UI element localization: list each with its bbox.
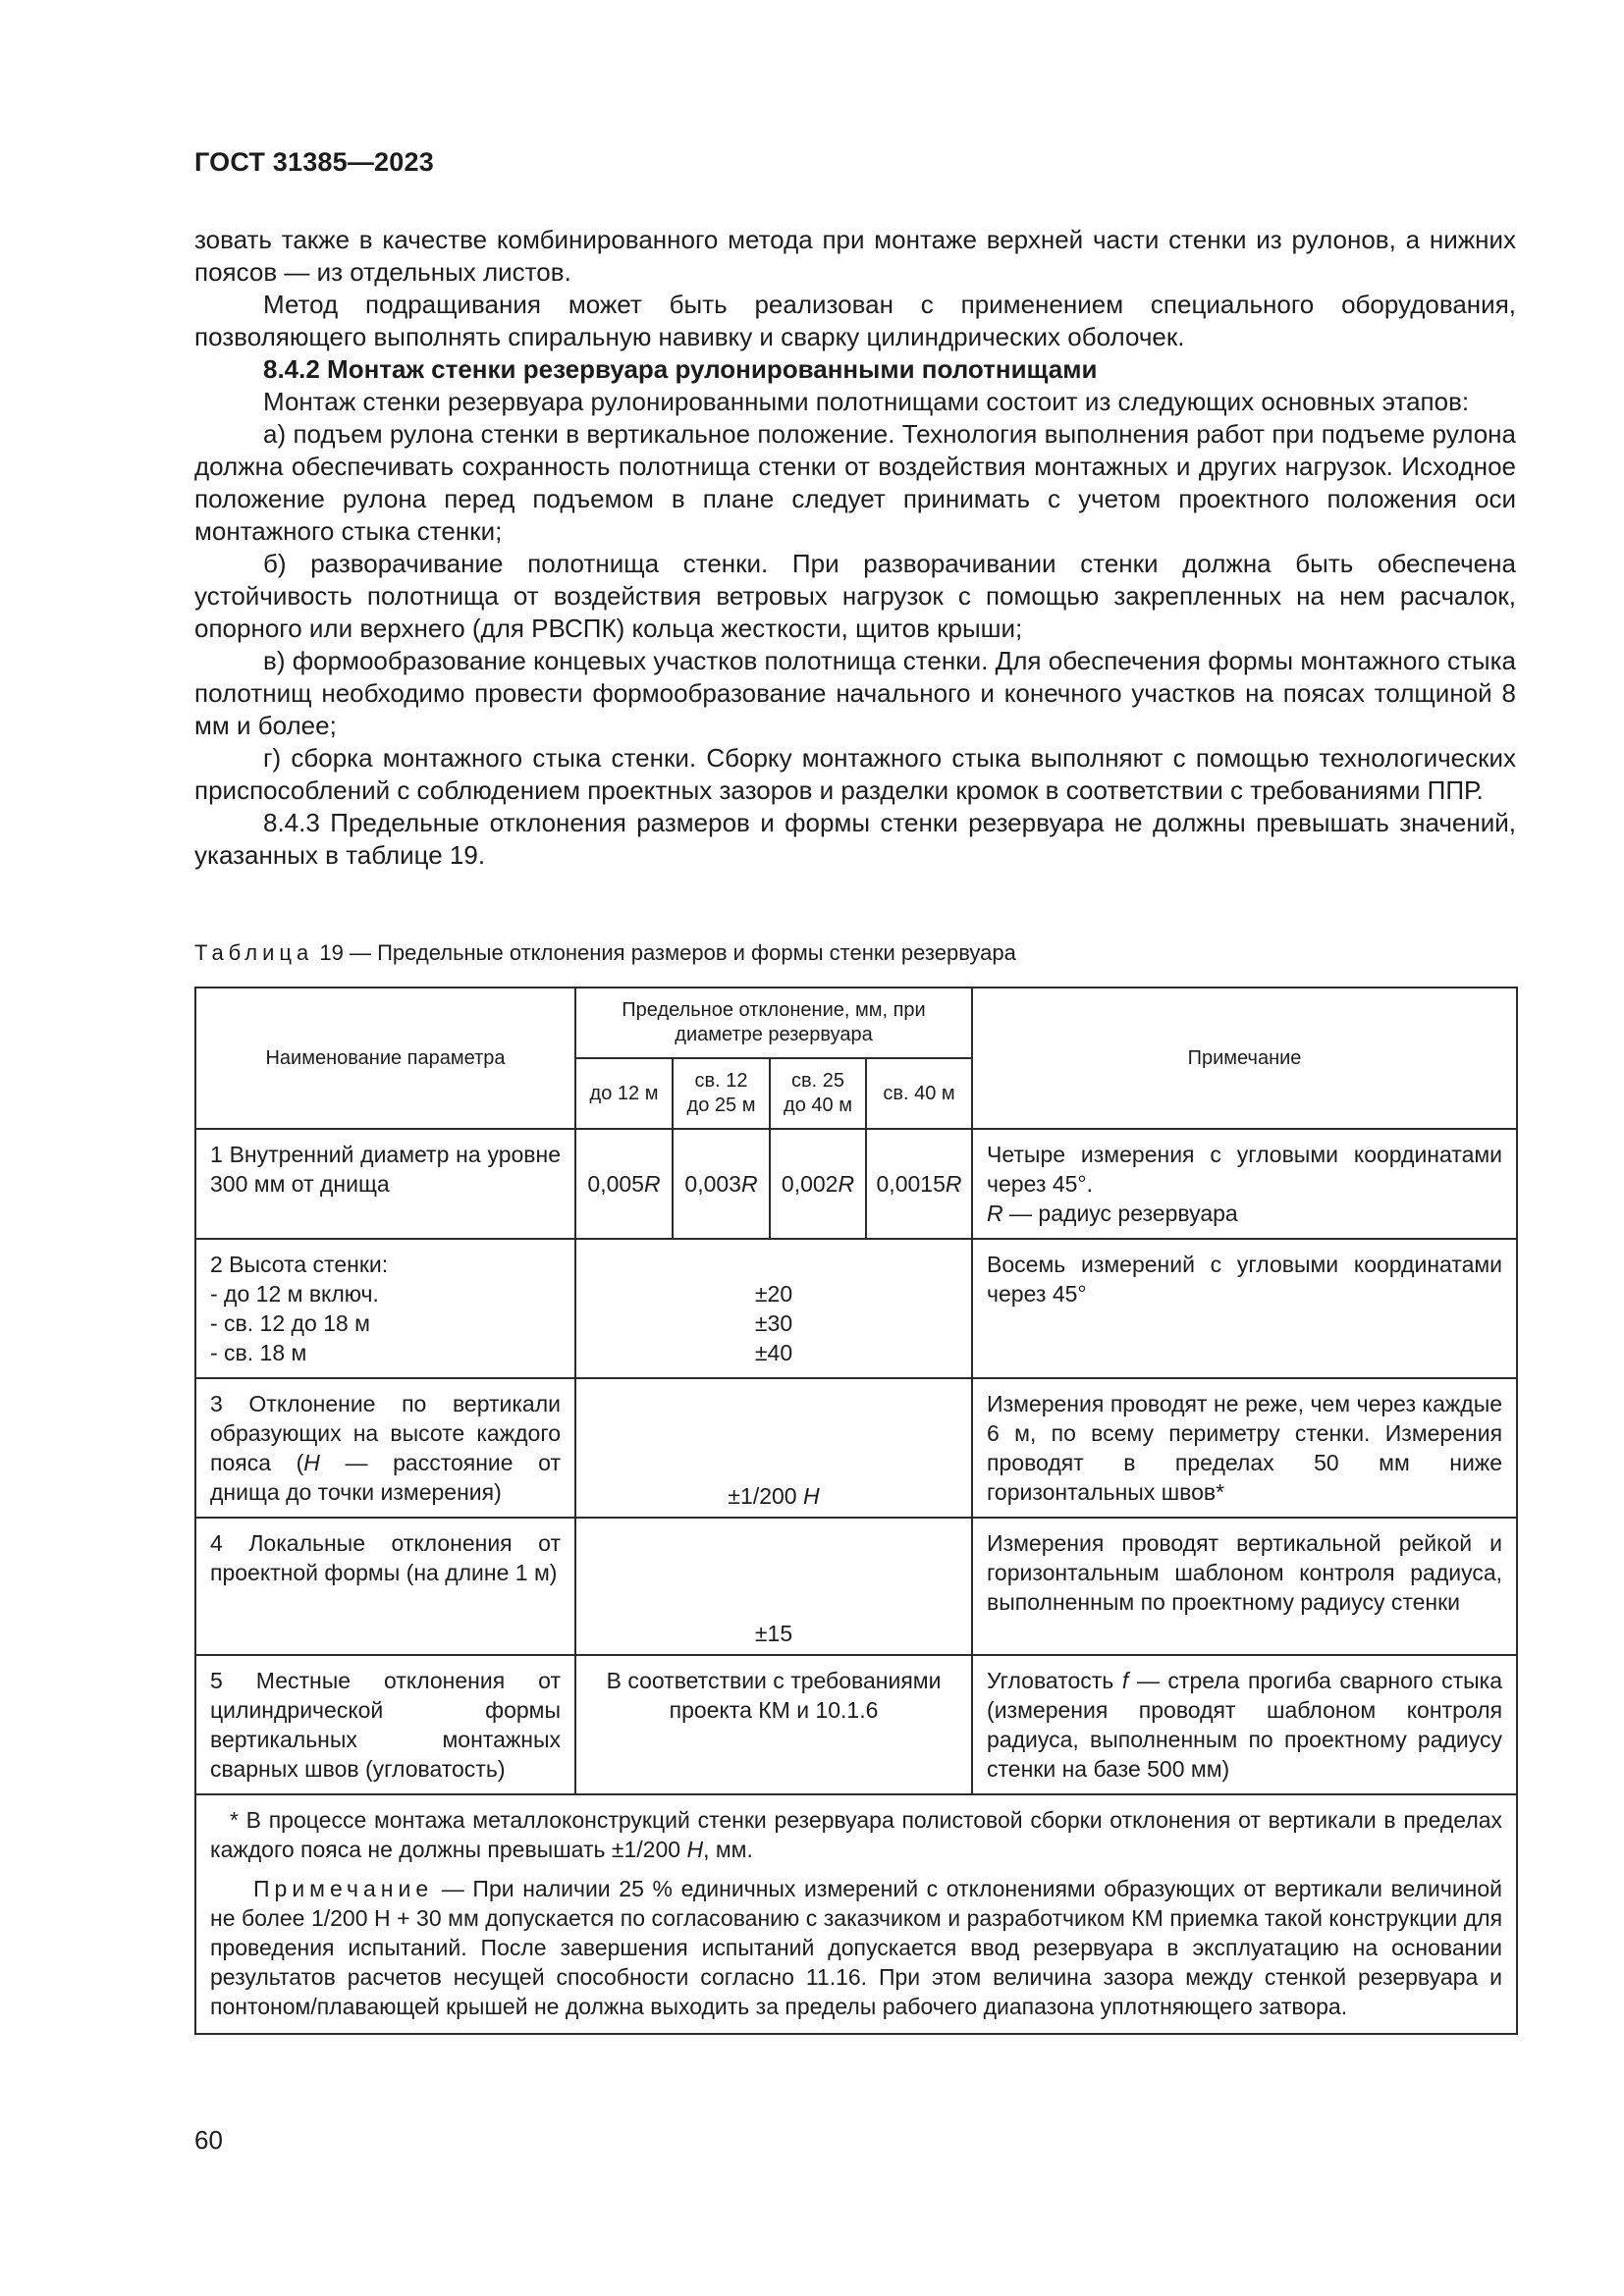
paragraph-stage-v: в) формообразование концевых участков полотнища стенки. Для обеспечения формы монтажного стыка полотнищ необходимо провести формообразование начального и конечного участков на поясах толщиной 8 мм и более; [194,646,1516,740]
row5-name: 5 Местные отклонения от цилиндрической формы вертикальных монтажных сварных швов (угловатость) [195,1655,575,1794]
paragraph-method: Метод подращивания может быть реализован с применением специального оборудования, позволяющего выполнять спиральную навивку и сварку цилиндрических оболочек. [194,290,1516,351]
row1-value-4: 0,0015R [866,1129,972,1239]
header-deviation: Предельное отклонение, мм, при диаметре резервуара [575,988,972,1058]
row2-name: 2 Высота стенки: - до 12 м включ. - св. 12 до 18 м - св. 18 м [195,1239,575,1378]
row1-value-2: 0,003R [673,1129,770,1239]
deviation-table [194,987,1518,2035]
row3-name: 3 Отклонение по вертикали образующих на высоте каждого пояса (H — расстояние от днища до точки измерения) [195,1378,575,1518]
paragraph-stage-g: г) сборка монтажного стыка стенки. Сборку монтажного стыка выполняют с помощью технологических приспособлений с соблюдением проектных зазоров и разделки кромок в соответствии с требованиями ППР. [194,743,1516,805]
row1-value-1: 0,005R [575,1129,673,1239]
row3-value: ±1/200 H [575,1378,972,1518]
header-diam-2-b: до 25 м [686,1095,756,1116]
header-diam-3 [770,1058,866,1129]
table-row [195,1239,1517,1378]
header-diam-2-a: св. 12 [694,1070,748,1092]
paragraph-8-4-3: 8.4.3 Предельные отклонения размеров и формы стенки резервуара не должны превышать значений, указанных в таблице 19. [194,808,1516,870]
row1-name: 1 Внутренний диаметр на уровне 300 мм от днища [195,1129,575,1239]
row5-note: Угловатость f — стрела прогиба сварного стыка (измерения проводят шаблоном контроля радиуса, выполненным по проектному радиусу стенки на базе 500 мм) [972,1655,1517,1794]
table-caption-label: Таблица [194,940,314,965]
paragraph-continuation: зовать также в качестве комбинированного метода при монтаже верхней части стенки из рулонов, а нижних поясов — из отдельных листов. [194,225,1516,287]
section-title-8-4-2: 8.4.2 Монтаж стенки резервуара рулонированными полотнищами [263,354,1098,384]
table-row [195,1378,1517,1518]
row3-note: Измерения проводят не реже, чем через каждые 6 м, по всему периметру стенки. Измерения проводят в пределах 50 мм ниже горизонтальных швов* [972,1378,1517,1518]
table-caption-text: 19 — Предельные отклонения размеров и формы стенки резервуара [319,940,1016,965]
row4-name: 4 Локальные отклонения от проектной формы (на длине 1 м) [195,1518,575,1655]
table-row [195,1655,1517,1794]
header-diam-3-b: до 40 м [784,1095,852,1116]
body-text [194,224,1516,872]
table-row [195,1129,1517,1239]
header-diam-3-a: св. 25 [791,1070,844,1092]
table-footer-row [195,1794,1517,2034]
table-note: Примечание — При наличии 25 % единичных измерений с отклонениями образующих от вертикали величиной не более 1/200 Н + 30 мм допускается по согласованию с заказчиком и разработчиком КМ приемка такой конструкции для проведения испытаний. После завершения испытаний допускается ввод резервуара в эксплуатацию на основании результатов расчетов несущей способности согласно 11.16. При этом величина зазора между стенкой резервуара и понтоном/плавающей крышей не должна выходить за пределы рабочего диапазона уплотняющего затвора. [210,1876,1503,2019]
table-footnotes [195,1794,1517,2034]
row1-value-3: 0,002R [770,1129,866,1239]
paragraph-stage-a: а) подъем рулона стенки в вертикальное положение. Технология выполнения работ при подъеме рулона должна обеспечивать сохранность полотнища стенки от воздействия монтажных и других нагрузок. Исходное положение рулона перед подъемом в плане следует принимать с учетом проектного положения оси монтажного стыка стенки; [194,419,1516,546]
table-caption [194,940,1016,966]
row1-note: Четыре измерения с угловыми координатами через 45°. R — радиус резервуара [972,1129,1517,1239]
paragraph-stages-intro: Монтаж стенки резервуара рулонированными полотнищами состоит из следующих основных этапов: [263,387,1470,416]
header-diam-2 [673,1058,770,1129]
paragraph-stage-b: б) разворачивание полотнища стенки. При разворачивании стенки должна быть обеспечена устойчивость полотнища от воздействия ветровых нагрузок с помощью закрепленных на нем расчалок, опорного или верхнего (для РВСПК) кольца жесткости, щитов крыши; [194,549,1516,643]
row5-value: В соответствии с требованиями проекта КМ и 10.1.6 [575,1655,972,1794]
footnote: * В процессе монтажа металлоконструкций стенки резервуара полистовой сборки отклонения от вертикали в пределах каждого пояса не должны превышать ±1/200 H, мм. [210,1807,1503,1862]
table-row [195,1518,1517,1655]
row4-value: ±15 [575,1518,972,1655]
row4-note: Измерения проводят вертикальной рейкой и горизонтальным шаблоном контроля радиуса, выполненным по проектному радиусу стенки [972,1518,1517,1655]
row2-note: Восемь измерений с угловыми координатами через 45° [972,1239,1517,1378]
header-diam-4: св. 40 м [866,1058,972,1129]
header-diam-1: до 12 м [575,1058,673,1129]
header-note: Примечание [972,988,1517,1129]
document-header: ГОСТ 31385—2023 [194,147,434,177]
row2-values: ±20 ±30 ±40 [575,1239,972,1378]
page-number: 60 [194,2125,223,2155]
header-param: Наименование параметра [195,988,575,1129]
